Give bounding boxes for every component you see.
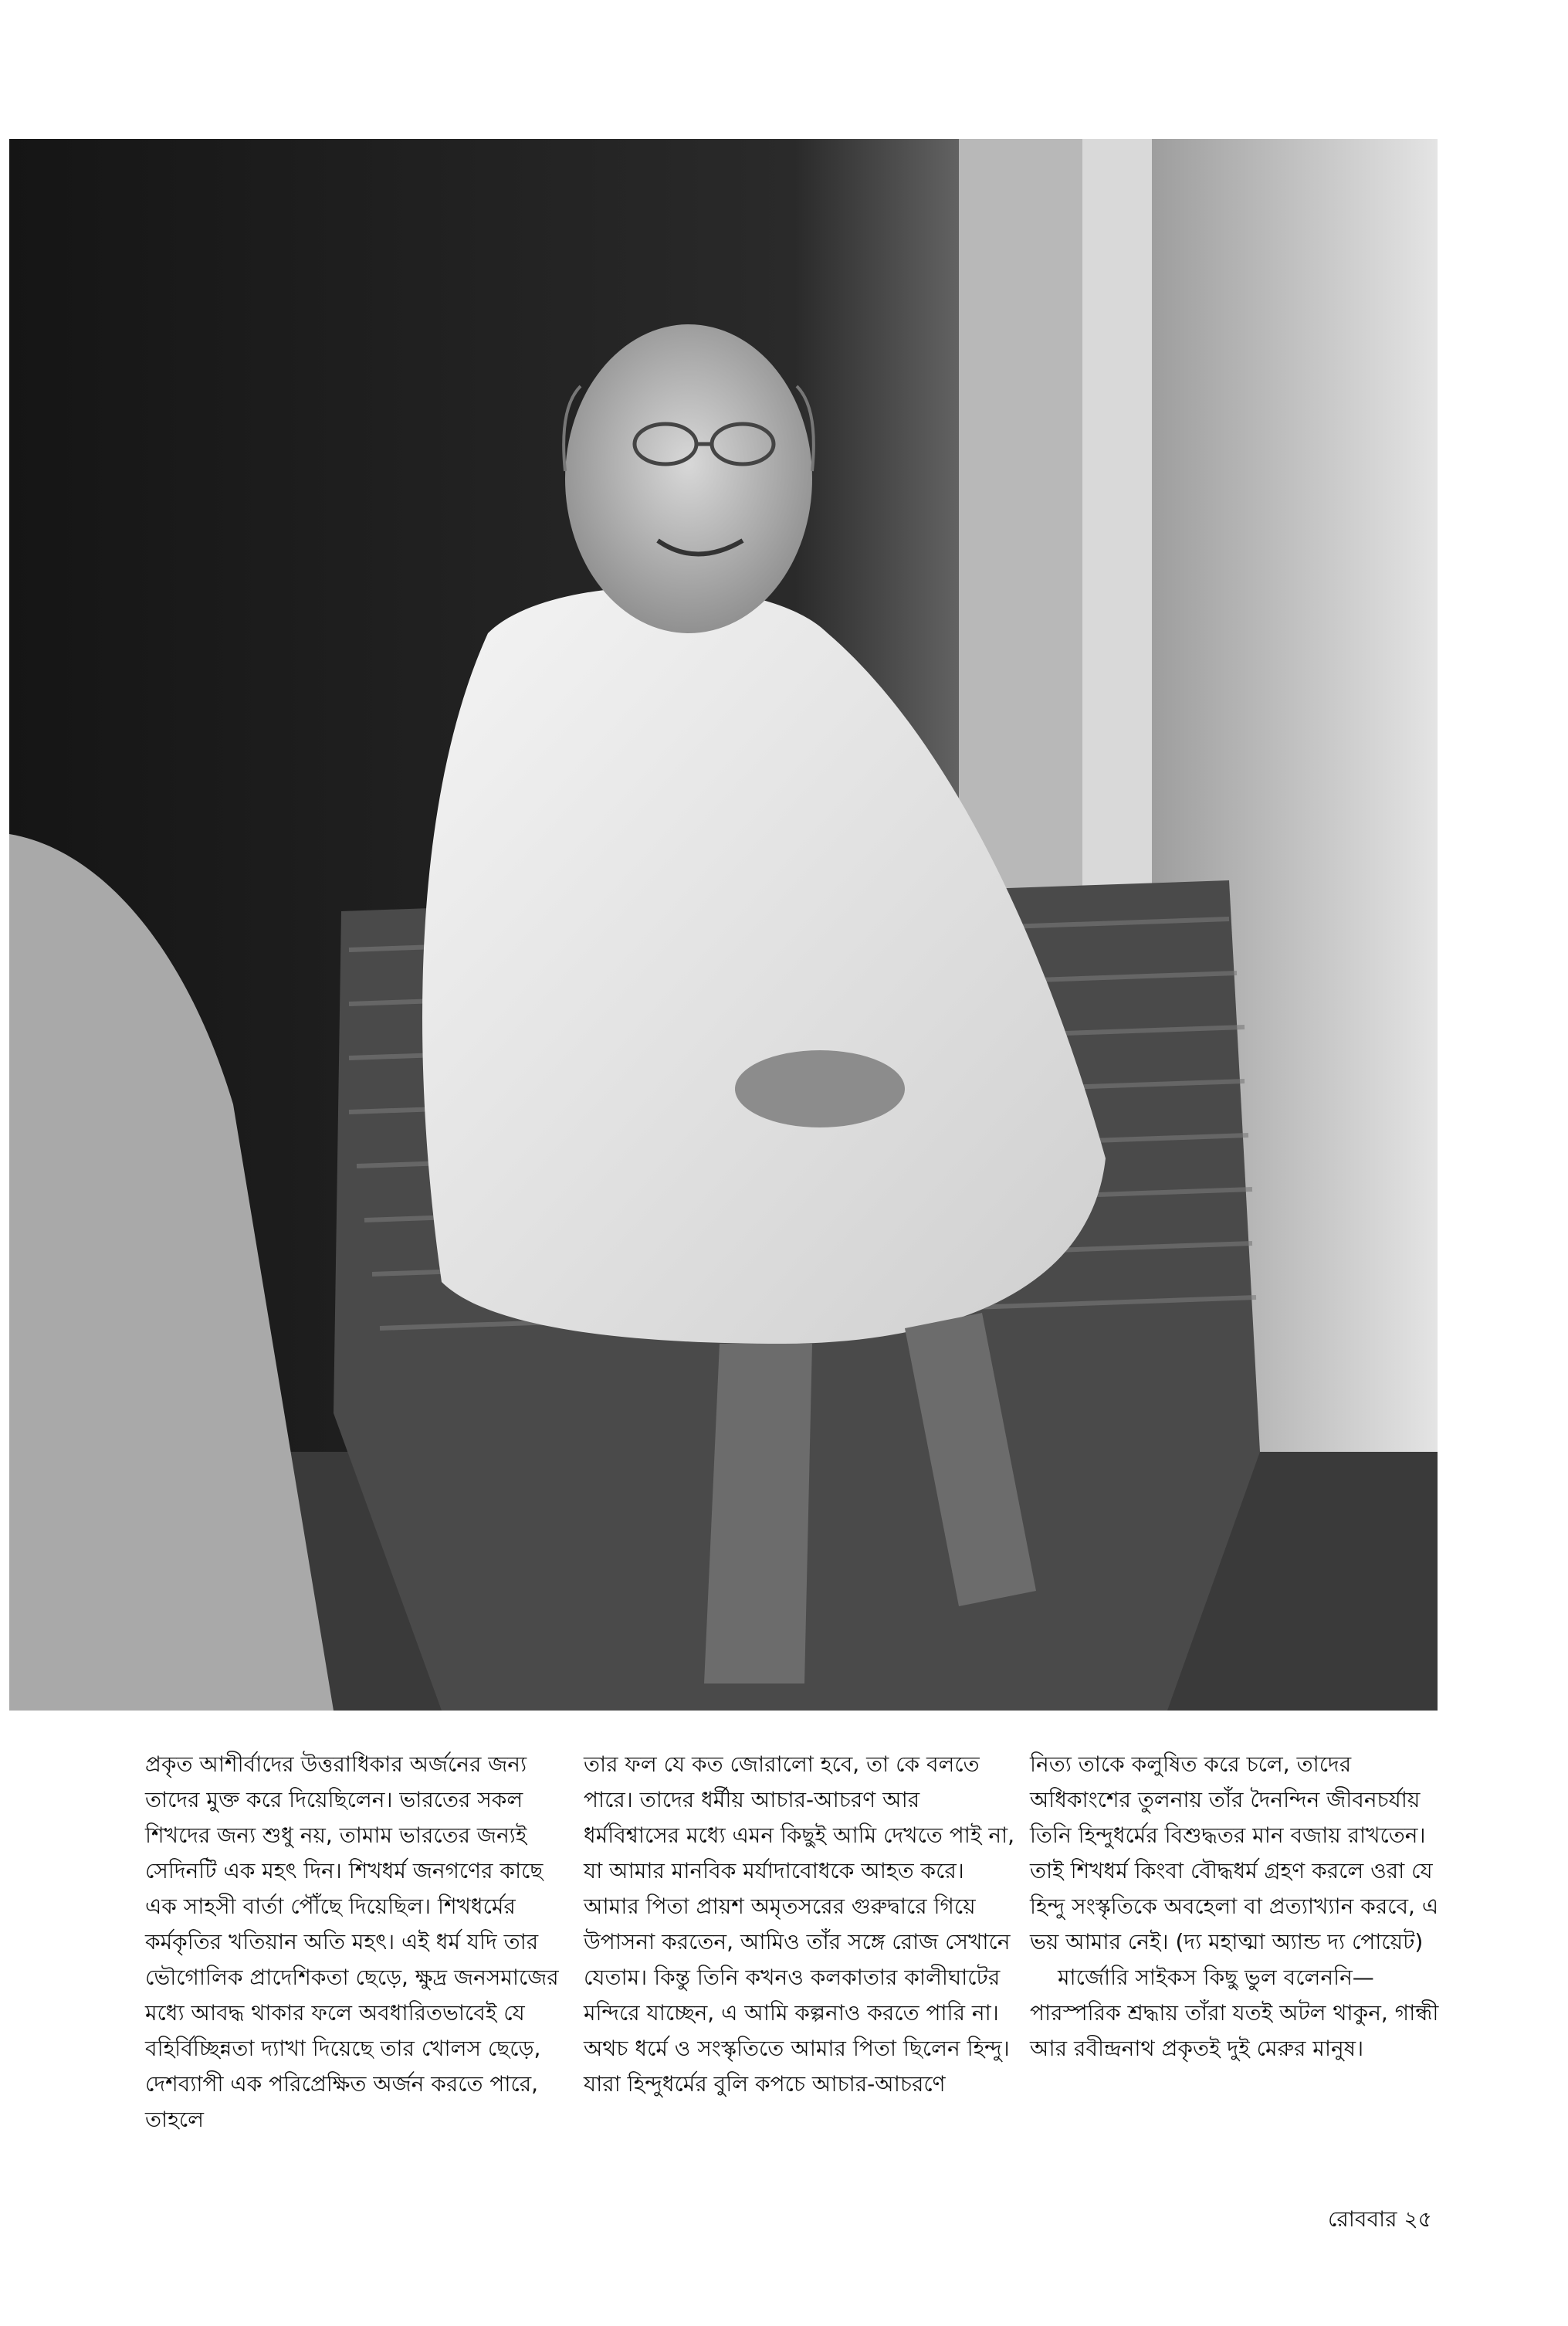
paragraph: তার ফল যে কত জোরালো হবে, তা কে বলতে পারে। তাদের ধর্মীয় আচার-আচরণ আর ধর্মবিশ্বাসের মধ্যে এমন কিছুই আমি দেখতে পাই না, যা আমার মানবিক মর্যাদাবোধকে আহত করে। আমার পিতা প্রায়শ অমৃতসরের গুরুদ্বারে গিয়ে উপাসনা করতেন, আমিও তাঁর সঙ্গে রোজ সেখানে যেতাম। কিন্তু তিনি কখনও কলকাতার কালীঘাটের মন্দিরে যাচ্ছেন, এ আমি কল্পনাও করতে পারি না। অথচ ধর্মে ও সংস্কৃতিতে আমার পিতা ছিলেন হিন্দু। যারা হিন্দুধর্মের বুলি কপচে আচার-আচরণে (584, 1751, 1015, 2097)
page-folio: রোববার ২৫ (1328, 2206, 1432, 2232)
paragraph: প্রকৃত আশীর্বাদের উত্তরাধিকার অর্জনের জন্য তাদের মুক্ত করে দিয়েছিলেন। ভারতের সকল শিখদের জন্য শুধু নয়, তামাম ভারতের জন্যই সেদিনটি এক মহৎ দিন। শিখধর্ম জনগণের কাছে এক সাহসী বার্তা পৌঁছে দিয়েছিল। শিখধর্মের কর্মকৃতির খতিয়ান অতি মহৎ। এই ধর্ম যদি তার ভৌগোলিক প্রাদেশিকতা ছেড়ে, ক্ষুদ্র জনসমাজের মধ্যে আবদ্ধ থাকার ফলে অবধারিতভাবেই যে বহির্বিচ্ছিন্নতা দ্যাখা দিয়েছে তার খোলস ছেড়ে, দেশব্যাপী এক পরিপ্রেক্ষিত অর্জন করতে পারে, তাহলে (145, 1751, 559, 2132)
paragraph: নিত্য তাকে কলুষিত করে চলে, তাদের অধিকাংশের তুলনায় তাঁর দৈনন্দিন জীবনচর্যায় তিনি হিন্দুধর্মের বিশুদ্ধতর মান বজায় রাখতেন। তাই শিখধর্ম কিংবা বৌদ্ধধর্ম গ্রহণ করলে ওরা যে হিন্দু সংস্কৃতিকে অবহেলা বা প্রত্যাখ্যান করবে, এ ভয় আমার নেই। (দ্য মহাত্মা অ্যান্ড দ্য পোয়েট) (1030, 1751, 1439, 1955)
portrait-photo (9, 139, 1438, 1711)
paragraph: মার্জোরি সাইকস কিছু ভুল বলেননি— পারস্পরিক শ্রদ্ধায় তাঁরা যতই অটল থাকুন, গান্ধী আর রবীন্দ্রনাথ প্রকৃতই দুই মেরুর মানুষ। (1030, 1965, 1439, 2061)
text-column-1 (145, 1747, 577, 2138)
text-column-2 (584, 1747, 1016, 2102)
text-column-3 (1030, 1747, 1447, 2067)
photo-illustration (9, 139, 1438, 1711)
